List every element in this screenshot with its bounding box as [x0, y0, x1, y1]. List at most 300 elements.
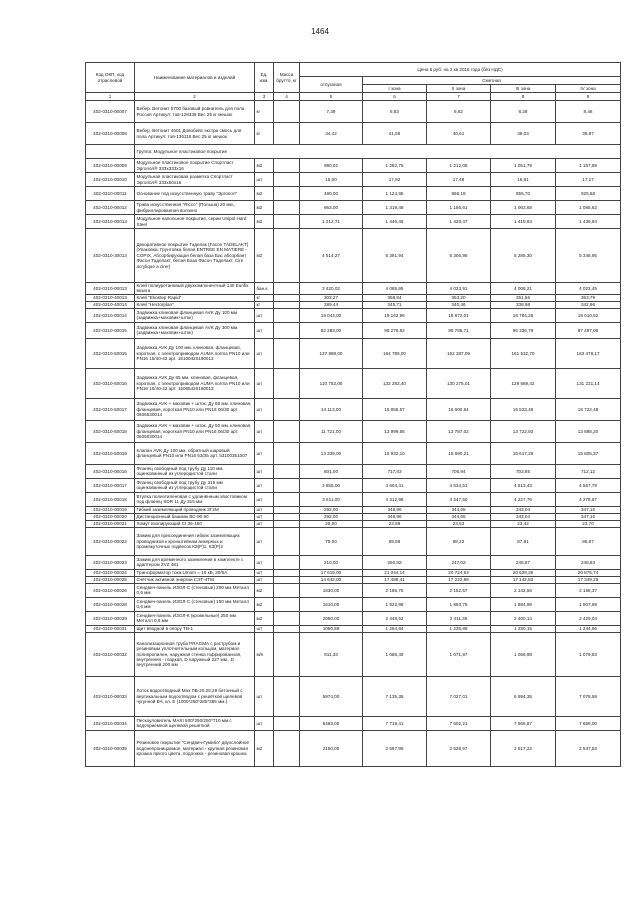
item-name: Лоток водоотводный Max ЛВ-20.25.28 бетонный с вертикальным водоотводом с решёткой щелевой чугунной ВЧ, кл. Е (1000*250*285*385 мм.)	[135, 676, 255, 716]
price-table	[85, 62, 621, 767]
item-unit: бан.к.	[255, 283, 274, 295]
header-zone-3: III зона	[491, 85, 556, 93]
item-name: Трансформатор тока Umom = 10 кВ, 20/5А	[135, 569, 255, 576]
price-zone-4: 7 658,00	[556, 716, 621, 730]
item-code: 402-0310-00032	[86, 632, 135, 676]
table-row	[86, 420, 621, 442]
item-unit: м2	[255, 201, 274, 215]
price-zone-2: 706,94	[427, 464, 491, 478]
price-zone-4: 4 567,79	[556, 478, 621, 492]
price-zone-3: 351,56	[491, 294, 556, 301]
item-code: 402-0310-00011	[86, 187, 135, 201]
item-unit: шт	[255, 716, 274, 730]
price-zone-2: 344,65	[427, 513, 491, 520]
price-zone-1: 717,83	[363, 464, 427, 478]
price-release: 14 113,00	[300, 398, 363, 420]
item-unit: шт	[255, 676, 274, 716]
price-zone-1: 13 999,56	[363, 420, 427, 442]
price-release: 5974,00	[300, 676, 363, 716]
price-zone-1: 21 044,14	[363, 569, 427, 576]
item-unit: шт	[255, 527, 274, 555]
price-zone-1: 17,92	[363, 173, 427, 187]
price-zone-3: 343,04	[491, 506, 556, 513]
item-mass	[274, 173, 300, 187]
price-zone-4: 19 010,52	[556, 308, 621, 322]
group-code-cell	[86, 145, 135, 159]
item-name: Задвижка AVK Ду 65 мм. клиновая, фланцевая, короткая, с электроприводом AUMA norma PN10 или PN16 15/40-42 арт. 15065420160013	[135, 368, 255, 398]
price-zone-4: 5 348,95	[556, 229, 621, 283]
table-row	[86, 464, 621, 478]
price-zone-1: 17 488,41	[363, 576, 427, 583]
item-code: 402-0310-00035	[86, 730, 135, 766]
price-zone-1: 2 567,96	[363, 730, 427, 766]
item-code: 402-0310-00023	[86, 555, 135, 569]
item-unit: шт	[255, 513, 274, 520]
item-unit: шт	[255, 322, 274, 338]
item-name: Щит вводной в опору ТВ-1	[135, 625, 255, 632]
price-release: 19 044,00	[300, 308, 363, 322]
price-zone-4: 2 547,53	[556, 730, 621, 766]
price-zone-1: 1 254,94	[363, 625, 427, 632]
price-zone-3: 245,87	[491, 555, 556, 569]
price-zone-1: 348,96	[363, 506, 427, 513]
item-code: 402-0310-00013	[86, 283, 135, 295]
item-name: Задвижка AVK + маховик + шток. Ду 65 мм. клиновая, фланцевая, короткая PN10 или PN16 06/30 арт. 0606530014	[135, 398, 255, 420]
price-zone-2: 2 152,57	[427, 583, 491, 597]
price-zone-2: 1 893,79	[427, 597, 491, 611]
price-zone-3: 39,03	[491, 123, 556, 145]
item-mass	[274, 283, 300, 295]
item-code: 402-0310-00034	[86, 716, 135, 730]
price-release: 1 212,71	[300, 215, 363, 229]
price-zone-4: 712,12	[556, 464, 621, 478]
price-zone-1: 89,58	[363, 527, 427, 555]
table-row	[86, 215, 621, 229]
item-code: 402-0310-00021	[86, 520, 135, 527]
price-zone-4: 15 805,37	[556, 442, 621, 464]
item-unit: кг	[255, 301, 274, 308]
item-unit: м2	[255, 229, 274, 283]
price-release: 911,33	[300, 632, 363, 676]
price-zone-3: 1 051,79	[491, 159, 556, 173]
price-zone-2: 40,61	[427, 123, 491, 145]
price-zone-3: 161 532,70	[491, 338, 556, 368]
price-zone-2: 1 156,61	[427, 201, 491, 215]
item-mass	[274, 527, 300, 555]
item-name: Гибкий заземляющий проводник ЗГ2М	[135, 506, 255, 513]
item-code: 402-0310-00022	[86, 527, 135, 555]
item-mass	[274, 555, 300, 569]
price-release: 292,00	[300, 506, 363, 513]
price-zone-2: 340,46	[427, 301, 491, 308]
item-unit: м2	[255, 215, 274, 229]
price-zone-3: 16 523,48	[491, 398, 556, 420]
item-unit: шт	[255, 506, 274, 513]
table-row	[86, 583, 621, 597]
price-zone-1: 2 185,75	[363, 583, 427, 597]
item-unit: м2	[255, 611, 274, 625]
item-mass	[274, 398, 300, 420]
price-release: 6463,00	[300, 716, 363, 730]
item-mass	[274, 187, 300, 201]
item-mass	[274, 420, 300, 442]
price-zone-1: 164 789,00	[363, 338, 427, 368]
item-unit: шт	[255, 442, 274, 464]
item-unit: шт	[255, 520, 274, 527]
table-row	[86, 101, 621, 123]
table-row	[86, 632, 621, 676]
item-mass	[274, 215, 300, 229]
item-code: 402-0310-00031	[86, 625, 135, 632]
price-zone-2: 130 275,01	[427, 368, 491, 398]
table-row	[86, 513, 621, 520]
item-unit: кг	[255, 294, 274, 301]
column-number: 7	[427, 93, 491, 101]
price-zone-4: 20 876,74	[556, 569, 621, 576]
item-unit: шт	[255, 464, 274, 478]
item-name: Основание под искусственную траву "Эргопол"	[135, 187, 255, 201]
item-code: 402-0310-00028	[86, 597, 135, 611]
item-code: 402-0310-00010	[86, 173, 135, 187]
price-release: 15,00	[300, 173, 363, 187]
price-release: 2150,00	[300, 730, 363, 766]
column-number: 5	[300, 93, 363, 101]
table-row	[86, 338, 621, 368]
table-row	[86, 294, 621, 301]
price-zone-2: 15 690,21	[427, 442, 491, 464]
price-zone-1: 98 276,82	[363, 322, 427, 338]
table-row	[86, 368, 621, 398]
item-unit: м2	[255, 597, 274, 611]
price-zone-2: 7 027,01	[427, 676, 491, 716]
item-unit: м2	[255, 730, 274, 766]
item-name: Модульная пластиковая разметка Спортласт Эргопол® 333х50х16	[135, 173, 255, 187]
item-mass	[274, 676, 300, 716]
item-name: Задвижка клиновая фланцевая AVK Ду 100 мм (задвижка+маховик+шток)	[135, 308, 255, 322]
item-name: Дистанционный башмак ВС-90.90	[135, 513, 255, 520]
price-zone-4: 1 244,96	[556, 625, 621, 632]
header-price-group: Цена в руб. на 2 кв 2016 года (без НДС)	[300, 63, 621, 77]
price-zone-3: 15 617,28	[491, 442, 556, 464]
item-name: Трава искусственная "Ricco" (Польша) 20 мм., фибриллированная волокно	[135, 201, 255, 215]
table-row	[86, 398, 621, 420]
price-zone-4: 131 231,14	[556, 368, 621, 398]
item-code: 402-0310-00025	[86, 576, 135, 583]
item-mass	[274, 520, 300, 527]
price-zone-1: 1 282,75	[363, 159, 427, 173]
item-code: 402-0310-00007	[86, 101, 135, 123]
price-release: 3 611,00	[300, 492, 363, 506]
price-zone-4: 16 722,48	[556, 398, 621, 420]
price-release: 11 721,00	[300, 420, 363, 442]
item-unit: кг	[255, 101, 274, 123]
table-row	[86, 576, 621, 583]
price-zone-2: 866,19	[427, 187, 491, 201]
price-zone-4: 8,46	[556, 101, 621, 123]
price-zone-2: 8,62	[427, 101, 491, 123]
item-code: 402-0310-50017	[86, 398, 135, 420]
price-zone-3: 20 628,29	[491, 569, 556, 576]
item-unit: шт	[255, 555, 274, 569]
price-zone-4: 88,87	[556, 527, 621, 555]
price-zone-2: 23,53	[427, 520, 491, 527]
item-mass	[274, 338, 300, 368]
price-zone-3: 129 669,42	[491, 368, 556, 398]
price-zone-3: 7 566,87	[491, 716, 556, 730]
price-zone-2: 96 786,71	[427, 322, 491, 338]
item-name: Клей полиуретановый двухкомпонентный 140 Eurifix вкзата	[135, 283, 255, 295]
price-zone-1: 19 162,96	[363, 308, 427, 322]
item-unit: м2	[255, 583, 274, 597]
price-release: 4 514,27	[300, 229, 363, 283]
item-unit: шт	[255, 625, 274, 632]
table-row	[86, 442, 621, 464]
price-release: 34,42	[300, 123, 363, 145]
item-name: Сендвич-панель ИЗОЛ-К (кровельные) 250 мм Металл 0,6 мм	[135, 611, 255, 625]
item-code: 402-0310-00014	[86, 308, 135, 322]
price-zone-2: 16 600,64	[427, 398, 491, 420]
table-row	[86, 283, 621, 295]
item-unit: шт	[255, 398, 274, 420]
price-release: 303,27	[300, 294, 363, 301]
item-code: 402-0310-50015	[86, 338, 135, 368]
item-mass	[274, 478, 300, 492]
price-zone-3: 2 400,14	[491, 611, 556, 625]
table-row	[86, 187, 621, 201]
item-mass	[274, 101, 300, 123]
price-zone-1: 2 448,52	[363, 611, 427, 625]
item-code: 402-0310-40013	[86, 294, 135, 301]
price-zone-3: 343,04	[491, 513, 556, 520]
column-number: 8	[491, 93, 556, 101]
price-zone-4: 4 278,67	[556, 492, 621, 506]
price-release: 3 855,00	[300, 478, 363, 492]
price-zone-3: 17 142,83	[491, 576, 556, 583]
price-zone-4: 39,87	[556, 123, 621, 145]
item-code: 402-0310-00009	[86, 159, 135, 173]
price-zone-4: 1 157,89	[556, 159, 621, 173]
price-zone-4: 17 349,29	[556, 576, 621, 583]
item-unit: шт	[255, 368, 274, 398]
item-code: 402-0310-00033	[86, 676, 135, 716]
price-zone-4: 1 436,94	[556, 215, 621, 229]
price-zone-1: 1 124,95	[363, 187, 427, 201]
item-name: Сендвич-панель ИЗОЛ-С (стеновые) 200 мм Металл 0,6 мм	[135, 583, 255, 597]
item-name: Вебер. Ветонит 5700 базовый ровнитель для пола Россия Артикул: тов-128338 Вес 25 кг мешок	[135, 101, 255, 123]
column-number: 3	[255, 93, 274, 101]
price-zone-4: 17,17	[556, 173, 621, 187]
item-code: 402-0310-40014	[86, 301, 135, 308]
price-zone-2: 4 534,51	[427, 478, 491, 492]
item-name: Счётчик активной энергии СЭТ-4ТМ	[135, 576, 255, 583]
table-row	[86, 611, 621, 625]
price-zone-1: 5 391,94	[363, 229, 427, 283]
price-zone-3: 855,70	[491, 187, 556, 201]
price-zone-4: 353,79	[556, 294, 621, 301]
price-zone-2: 7 602,21	[427, 716, 491, 730]
table-row	[86, 301, 621, 308]
item-code: 402-0310-00016	[86, 464, 135, 478]
price-zone-4: 248,83	[556, 555, 621, 569]
price-zone-3: 6 994,35	[491, 676, 556, 716]
header-zone-1: I зона	[363, 85, 427, 93]
price-zone-1: 1 319,48	[363, 201, 427, 215]
item-mass	[274, 583, 300, 597]
price-release: 1830,00	[300, 583, 363, 597]
item-mass	[274, 576, 300, 583]
item-name: Пескоуловитель MAXI 500*250/250*710 мм с водоприемной щелевой решеткой	[135, 716, 255, 730]
price-zone-3: 23,42	[491, 520, 556, 527]
price-zone-4: 97 497,06	[556, 322, 621, 338]
item-unit: шт	[255, 478, 274, 492]
item-code: 402-0310-00026	[86, 583, 135, 597]
item-name: Зажим для присоединения гибких заземляющих проводников к кронштейнам анкерных и промежуточных подвесок КЗ(Р)1, КЗ(Р)2	[135, 527, 255, 555]
item-unit: шт	[255, 569, 274, 576]
item-unit: шт	[255, 492, 274, 506]
price-release: 20,00	[300, 520, 363, 527]
price-zone-1: 23,89	[363, 520, 427, 527]
price-release: 14 642,00	[300, 576, 363, 583]
price-zone-2: 1 426,47	[427, 215, 491, 229]
price-zone-2: 353,20	[427, 294, 491, 301]
price-zone-3: 2 142,56	[491, 583, 556, 597]
item-name: Фланец свободный под трубу Ду 110 мм. оцинкованный из углеродистой стали	[135, 464, 255, 478]
item-mass	[274, 322, 300, 338]
item-unit: шт	[255, 576, 274, 583]
price-zone-1: 358,84	[363, 294, 427, 301]
price-zone-1: 132 283,40	[363, 368, 427, 398]
item-code: 402-0310-00015	[86, 322, 135, 338]
price-zone-4: 2 429,04	[556, 611, 621, 625]
item-mass	[274, 611, 300, 625]
price-zone-1: 4 312,98	[363, 492, 427, 506]
price-zone-3: 96 336,79	[491, 322, 556, 338]
item-mass	[274, 569, 300, 576]
header-release: отпускная	[300, 77, 363, 93]
price-zone-2: 18 872,01	[427, 308, 491, 322]
price-zone-3: 4 513,43	[491, 478, 556, 492]
item-code: 402-0310-00024	[86, 569, 135, 576]
price-zone-2: 4 023,91	[427, 283, 491, 295]
price-release: 17 619,00	[300, 569, 363, 576]
table-row	[86, 527, 621, 555]
price-zone-2: 344,65	[427, 506, 491, 513]
price-zone-3: 2 517,22	[491, 730, 556, 766]
price-zone-4: 7 078,59	[556, 676, 621, 716]
item-mass	[274, 294, 300, 301]
price-zone-3: 1 063,68	[491, 201, 556, 215]
item-code: 402-0310-50018	[86, 420, 135, 442]
price-zone-3: 13 722,93	[491, 420, 556, 442]
price-zone-4: 1 085,62	[556, 201, 621, 215]
item-unit: шт	[255, 173, 274, 187]
price-release: 137 988,00	[300, 338, 363, 368]
price-zone-4: 347,16	[556, 506, 621, 513]
price-zone-1: 1 922,98	[363, 597, 427, 611]
item-mass	[274, 464, 300, 478]
item-code: 402-0310-00018	[86, 492, 135, 506]
price-zone-4: 2 168,37	[556, 583, 621, 597]
price-zone-3: 1 066,98	[491, 632, 556, 676]
table-row	[86, 555, 621, 569]
table-row	[86, 492, 621, 506]
item-unit: шт	[255, 420, 274, 442]
price-zone-3: 4 008,21	[491, 283, 556, 295]
price-zone-1: 345,71	[363, 301, 427, 308]
table-row	[86, 520, 621, 527]
price-release: 963,00	[300, 201, 363, 215]
item-mass	[274, 229, 300, 283]
price-release: 7,39	[300, 101, 363, 123]
price-zone-2: 17,48	[427, 173, 491, 187]
price-zone-1: 8,83	[363, 101, 427, 123]
item-mass	[274, 301, 300, 308]
item-name: Задвижка AVK + маховик + шток. Ду 50 мм. клиновая, фланцевая, короткая PN10 или PN16 06/30 арт. 0605030014	[135, 420, 255, 442]
price-zone-4: 925,58	[556, 187, 621, 201]
price-zone-4: 13 888,20	[556, 420, 621, 442]
table-row	[86, 676, 621, 716]
price-zone-1: 7 719,41	[363, 716, 427, 730]
item-code: 402-0310-50016	[86, 368, 135, 398]
price-release: 210,00	[300, 555, 363, 569]
item-code: 402-0310-50019	[86, 442, 135, 464]
item-mass	[274, 632, 300, 676]
price-release: 75,00	[300, 527, 363, 555]
table-row	[86, 730, 621, 766]
price-zone-4: 342,96	[556, 301, 621, 308]
group-title: Группа: Модульное пластиковое покрытие	[135, 145, 621, 159]
table-row	[86, 123, 621, 145]
table-row	[86, 506, 621, 513]
item-unit: кг	[255, 123, 274, 145]
price-release: 1050,89	[300, 625, 363, 632]
price-release: 82 283,00	[300, 322, 363, 338]
item-name: Клапан AVK Ду 100 мм. обратный шаровый фланцевый PN10 или PN16 53/35 арт. 53100351007	[135, 442, 255, 464]
column-number: 9	[556, 93, 621, 101]
price-zone-2: 162 287,09	[427, 338, 491, 368]
table-row	[86, 625, 621, 632]
item-name: Канализационная труба PRAGMA с раструбом и резиновым уплотнительным кольцом, материал полипропилен, наружная стенка гофрированная, внутренняя - гладкая, D наружный 227 мм., D внутренний 200 мм	[135, 632, 255, 676]
price-zone-2: 13 787,02	[427, 420, 491, 442]
item-name: Декоративное покрытие Таделак (Facon TADELAKT) (Упаковка: Грунтовка белая ENTREE EN MATIERE - COPIX, Абсорбирующая белая база Бас абсорбант Фасон Таделакт, белая База Фасон Таделакт, Cire acrylique a cirer)	[135, 229, 255, 283]
table-row	[86, 229, 621, 283]
item-unit: шт	[255, 338, 274, 368]
column-number: 2	[135, 93, 255, 101]
price-zone-1: 1 088,49	[363, 632, 427, 676]
item-code: 402-0310-00020	[86, 513, 135, 520]
column-numbers-row	[86, 93, 621, 101]
item-code: 402-0310-30013	[86, 229, 135, 283]
price-zone-1: 4 604,41	[363, 478, 427, 492]
item-mass	[274, 513, 300, 520]
header-mass: Масса брутто, кг	[274, 63, 300, 93]
price-release: 990,02	[300, 159, 363, 173]
price-zone-3: 703,65	[491, 464, 556, 478]
price-zone-1: 16 856,57	[363, 398, 427, 420]
price-zone-1: 41,59	[363, 123, 427, 145]
column-number: 4	[274, 93, 300, 101]
item-mass	[274, 442, 300, 464]
table-row	[86, 308, 621, 322]
group-row	[86, 145, 621, 159]
item-mass	[274, 625, 300, 632]
item-mass	[274, 716, 300, 730]
page-number: 1464	[311, 27, 329, 36]
price-zone-2: 247,02	[427, 555, 491, 569]
header-code: Код ОКП, код отраслевой	[86, 63, 135, 93]
item-name: Задвижка AVK Ду 100 мм. клиновая, фланцевая, короткая, с электроприводом AUMA norma PN10 или PN16 15/40-42 арт. 15100420160013	[135, 338, 255, 368]
item-name: Зажим для временного заземления в комплекте с адаптером ZVZ 481	[135, 555, 255, 569]
